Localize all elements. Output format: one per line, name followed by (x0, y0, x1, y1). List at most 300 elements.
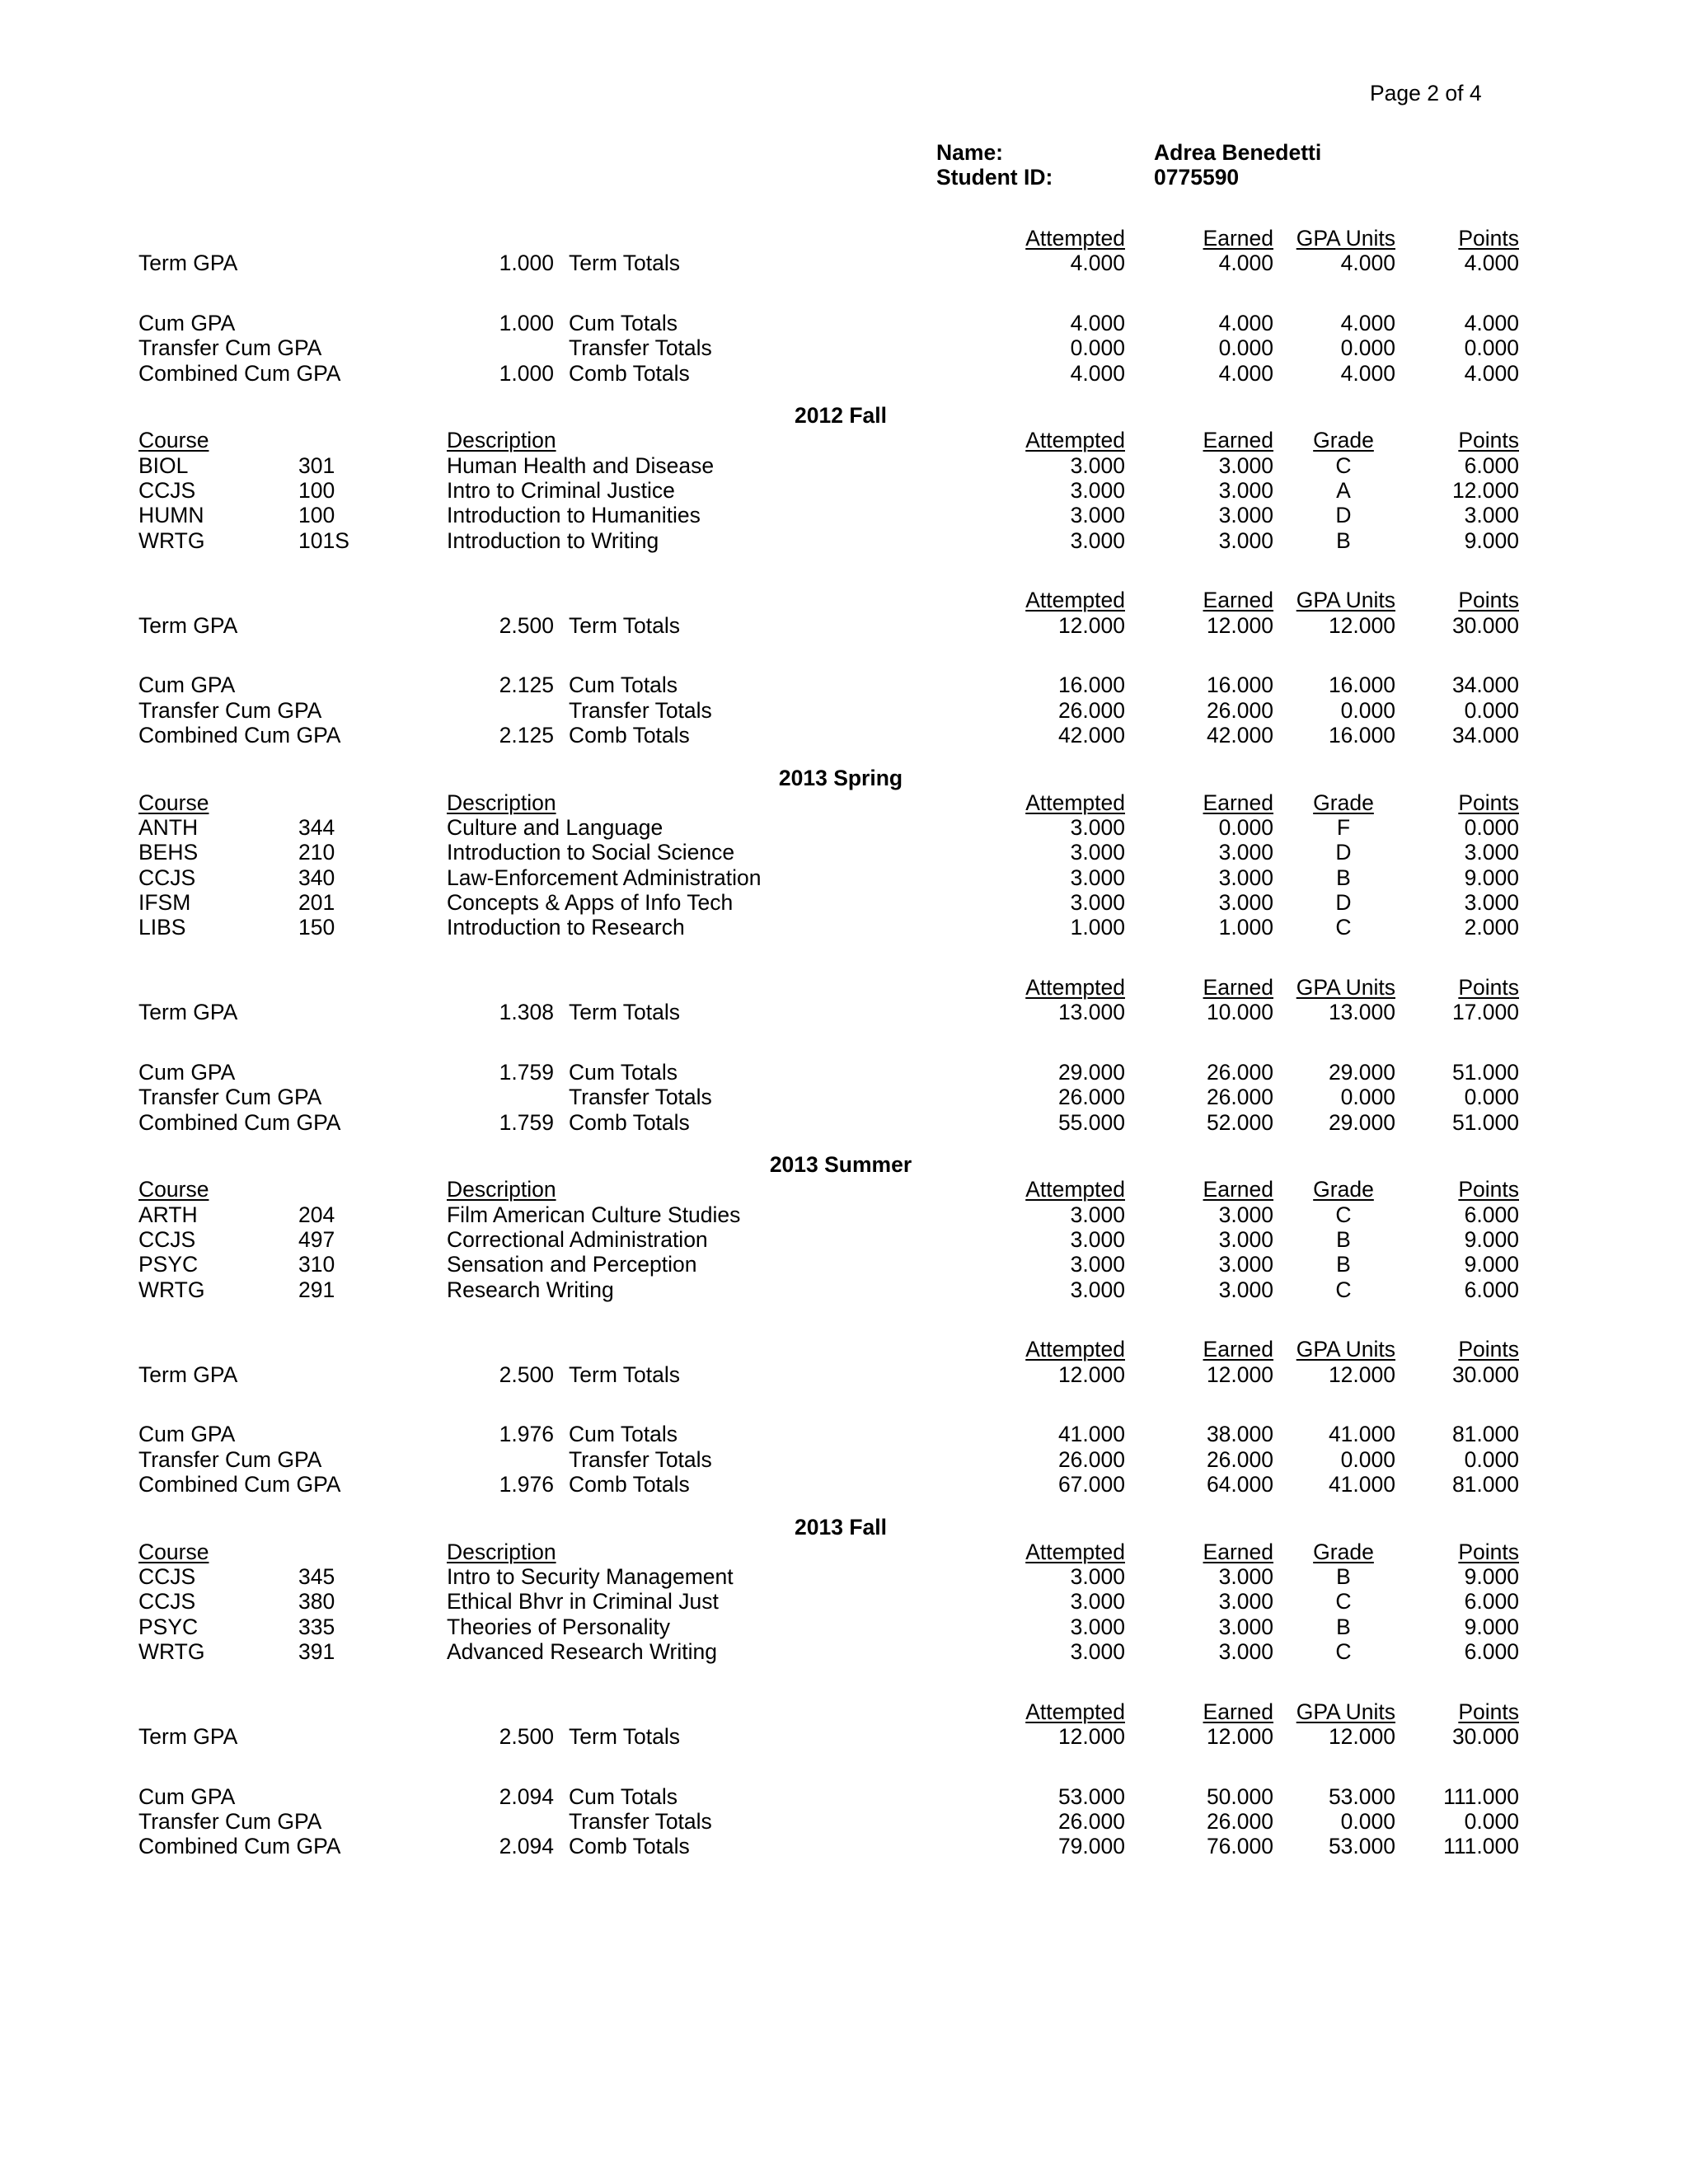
transfer-points: 0.000 (1464, 335, 1519, 361)
gpa-units-header: GPA Units (1296, 588, 1395, 613)
term-label: Term GPA (138, 612, 238, 638)
combined-totals-label: Comb Totals (569, 1109, 690, 1135)
term-label: Term GPA (138, 1361, 238, 1387)
course-number: 335 (298, 1614, 335, 1639)
course-points: 6.000 (1464, 1639, 1519, 1664)
transfer-attempted: 26.000 (1057, 1085, 1125, 1110)
combined-label: Combined Cum GPA (138, 1109, 341, 1135)
combined-gpa-units: 16.000 (1328, 723, 1395, 748)
course-attempted: 3.000 (1070, 1614, 1125, 1639)
grade-header: Grade (1313, 1177, 1374, 1202)
course-grade: F (1336, 815, 1351, 841)
transfer-totals-label: Transfer Totals (569, 1085, 712, 1110)
points-header: Points (1458, 790, 1519, 815)
cum-gpa-units: 53.000 (1328, 1783, 1395, 1809)
course-earned: 3.000 (1218, 452, 1273, 478)
course-number: 101S (298, 527, 349, 553)
term-gpa-units: 12.000 (1328, 1361, 1395, 1387)
course-points: 3.000 (1464, 503, 1519, 528)
cum-earned: 4.000 (1218, 311, 1273, 335)
earned-header: Earned (1203, 790, 1273, 815)
course-description: Advanced Research Writing (447, 1639, 717, 1664)
cum-gpa: 2.125 (499, 673, 554, 698)
points-header: Points (1458, 1177, 1519, 1202)
combined-label: Combined Cum GPA (138, 1834, 341, 1859)
cum-attempted: 53.000 (1057, 1783, 1125, 1809)
cum-attempted: 16.000 (1057, 673, 1125, 698)
term-heading: 2012 Fall (795, 403, 887, 429)
course-subject: CCJS (138, 1227, 196, 1252)
transfer-earned: 26.000 (1206, 1809, 1273, 1834)
course-description: Theories of Personality (447, 1614, 671, 1639)
cum-earned: 38.000 (1206, 1422, 1273, 1447)
term-gpa: 2.500 (499, 1724, 554, 1749)
term-earned: 10.000 (1206, 1000, 1273, 1025)
combined-attempted: 67.000 (1057, 1472, 1125, 1497)
combined-points: 51.000 (1451, 1109, 1519, 1135)
course-earned: 3.000 (1218, 865, 1273, 890)
course-grade: D (1335, 890, 1352, 915)
term-label: Term GPA (138, 1000, 238, 1025)
course-description: Intro to Criminal Justice (447, 478, 675, 503)
cum-gpa-units: 16.000 (1328, 673, 1395, 698)
course-points: 12.000 (1451, 478, 1519, 503)
transfer-label: Transfer Cum GPA (138, 1809, 322, 1834)
grade-header: Grade (1313, 1539, 1374, 1564)
course-attempted: 3.000 (1070, 865, 1125, 890)
student-name: Adrea Benedetti (1154, 140, 1322, 165)
points-header: Points (1458, 588, 1519, 613)
term-attempted: 13.000 (1057, 1000, 1125, 1025)
transfer-points: 0.000 (1464, 1809, 1519, 1834)
course-grade: A (1336, 478, 1351, 503)
course-grade: C (1335, 1202, 1352, 1227)
points-header: Points (1458, 1539, 1519, 1564)
course-points: 9.000 (1464, 865, 1519, 890)
earned-header: Earned (1203, 1177, 1273, 1202)
course-subject: BIOL (138, 452, 189, 478)
description-header: Description (447, 1539, 556, 1564)
course-description: Ethical Bhvr in Criminal Just (447, 1589, 719, 1615)
term-totals-label: Term Totals (569, 1724, 680, 1749)
course-points: 6.000 (1464, 1589, 1519, 1615)
cum-points: 51.000 (1451, 1060, 1519, 1085)
grade-header: Grade (1313, 428, 1374, 453)
course-description: Culture and Language (447, 815, 663, 841)
cum-gpa: 1.759 (499, 1060, 554, 1085)
gpa-units-header: GPA Units (1296, 1337, 1395, 1362)
transfer-gpa-units: 0.000 (1340, 1085, 1395, 1110)
course-subject: CCJS (138, 865, 196, 890)
course-points: 9.000 (1464, 1227, 1519, 1252)
combined-points: 4.000 (1464, 360, 1519, 386)
course-points: 9.000 (1464, 1614, 1519, 1639)
term-heading: 2013 Summer (769, 1152, 912, 1178)
cum-gpa: 1.976 (499, 1422, 554, 1447)
course-attempted: 3.000 (1070, 1202, 1125, 1227)
grade-header: Grade (1313, 790, 1374, 815)
course-subject: PSYC (138, 1252, 199, 1277)
course-subject: WRTG (138, 1639, 205, 1664)
combined-earned: 42.000 (1206, 723, 1273, 748)
combined-gpa: 2.125 (499, 723, 554, 748)
cum-totals-label: Cum Totals (569, 1783, 678, 1809)
combined-points: 81.000 (1451, 1472, 1519, 1497)
combined-totals-label: Comb Totals (569, 360, 690, 386)
course-earned: 3.000 (1218, 1589, 1273, 1615)
course-earned: 3.000 (1218, 1614, 1273, 1639)
term-label: Term GPA (138, 251, 238, 276)
course-grade: D (1335, 503, 1352, 528)
term-attempted: 12.000 (1057, 1361, 1125, 1387)
course-earned: 3.000 (1218, 527, 1273, 553)
course-points: 6.000 (1464, 1202, 1519, 1227)
cum-label: Cum GPA (138, 1060, 236, 1085)
course-number: 291 (298, 1277, 335, 1302)
course-attempted: 3.000 (1070, 527, 1125, 553)
course-grade: C (1335, 915, 1352, 940)
course-points: 6.000 (1464, 452, 1519, 478)
term-totals-label: Term Totals (569, 612, 680, 638)
course-earned: 3.000 (1218, 478, 1273, 503)
transfer-attempted: 26.000 (1057, 697, 1125, 723)
course-number: 345 (298, 1564, 335, 1590)
course-grade: B (1336, 527, 1351, 553)
combined-label: Combined Cum GPA (138, 723, 341, 748)
description-header: Description (447, 428, 556, 453)
transfer-gpa-units: 0.000 (1340, 1446, 1395, 1472)
earned-header: Earned (1203, 1699, 1273, 1724)
course-grade: C (1335, 1639, 1352, 1664)
course-attempted: 3.000 (1070, 1639, 1125, 1664)
transfer-totals-label: Transfer Totals (569, 697, 712, 723)
description-header: Description (447, 790, 556, 815)
cum-totals-label: Cum Totals (569, 1422, 678, 1447)
combined-label: Combined Cum GPA (138, 1472, 341, 1497)
term-attempted: 4.000 (1070, 251, 1125, 276)
course-grade: B (1336, 1614, 1351, 1639)
term-gpa-units: 4.000 (1340, 251, 1395, 276)
cum-totals-label: Cum Totals (569, 311, 678, 335)
course-earned: 0.000 (1218, 815, 1273, 841)
course-attempted: 3.000 (1070, 1252, 1125, 1277)
transfer-attempted: 0.000 (1070, 335, 1125, 361)
course-attempted: 3.000 (1070, 452, 1125, 478)
term-heading: 2013 Fall (795, 1514, 887, 1540)
term-earned: 4.000 (1218, 251, 1273, 276)
term-totals-label: Term Totals (569, 251, 680, 276)
cum-attempted: 4.000 (1070, 311, 1125, 335)
transfer-totals-label: Transfer Totals (569, 335, 712, 361)
term-points: 30.000 (1451, 1361, 1519, 1387)
attempted-header: Attempted (1025, 790, 1125, 815)
term-attempted: 12.000 (1057, 1724, 1125, 1749)
course-grade: B (1336, 1564, 1351, 1590)
points-header: Points (1458, 1337, 1519, 1362)
combined-gpa: 2.094 (499, 1834, 554, 1859)
course-points: 9.000 (1464, 1252, 1519, 1277)
combined-attempted: 55.000 (1057, 1109, 1125, 1135)
transfer-gpa-units: 0.000 (1340, 335, 1395, 361)
cum-earned: 50.000 (1206, 1783, 1273, 1809)
course-number: 150 (298, 915, 335, 940)
course-grade: C (1335, 452, 1352, 478)
points-header: Points (1458, 428, 1519, 453)
attempted-header: Attempted (1025, 1539, 1125, 1564)
course-subject: CCJS (138, 1589, 196, 1615)
combined-gpa-units: 53.000 (1328, 1834, 1395, 1859)
cum-label: Cum GPA (138, 311, 236, 335)
transfer-earned: 0.000 (1218, 335, 1273, 361)
cum-gpa-units: 4.000 (1340, 311, 1395, 335)
transfer-label: Transfer Cum GPA (138, 1085, 322, 1110)
student-id-label: Student ID: (936, 165, 1053, 190)
term-earned: 12.000 (1206, 612, 1273, 638)
combined-label: Combined Cum GPA (138, 360, 341, 386)
earned-header: Earned (1203, 226, 1273, 251)
attempted-header: Attempted (1025, 588, 1125, 613)
combined-attempted: 42.000 (1057, 723, 1125, 748)
term-attempted: 12.000 (1057, 612, 1125, 638)
course-grade: D (1335, 840, 1352, 865)
term-gpa: 1.308 (499, 1000, 554, 1025)
combined-gpa: 1.976 (499, 1472, 554, 1497)
course-header: Course (138, 1539, 209, 1564)
course-number: 380 (298, 1589, 335, 1615)
course-description: Human Health and Disease (447, 452, 715, 478)
course-grade: C (1335, 1589, 1352, 1615)
course-earned: 3.000 (1218, 503, 1273, 528)
cum-label: Cum GPA (138, 673, 236, 698)
cum-gpa-units: 29.000 (1328, 1060, 1395, 1085)
course-header: Course (138, 428, 209, 453)
course-points: 3.000 (1464, 890, 1519, 915)
combined-gpa: 1.759 (499, 1109, 554, 1135)
term-totals-label: Term Totals (569, 1000, 680, 1025)
course-subject: ARTH (138, 1202, 198, 1227)
combined-earned: 4.000 (1218, 360, 1273, 386)
course-subject: BEHS (138, 840, 199, 865)
course-header: Course (138, 1177, 209, 1202)
cum-gpa: 1.000 (499, 311, 554, 335)
transfer-totals-label: Transfer Totals (569, 1809, 712, 1834)
combined-earned: 76.000 (1206, 1834, 1273, 1859)
combined-earned: 64.000 (1206, 1472, 1273, 1497)
course-number: 391 (298, 1639, 335, 1664)
term-gpa: 1.000 (499, 251, 554, 276)
course-points: 2.000 (1464, 915, 1519, 940)
course-attempted: 3.000 (1070, 1589, 1125, 1615)
cum-totals-label: Cum Totals (569, 1060, 678, 1085)
term-points: 4.000 (1464, 251, 1519, 276)
combined-gpa-units: 4.000 (1340, 360, 1395, 386)
course-subject: PSYC (138, 1614, 199, 1639)
term-gpa-units: 13.000 (1328, 1000, 1395, 1025)
cum-gpa: 2.094 (499, 1783, 554, 1809)
course-description: Introduction to Humanities (447, 503, 701, 528)
course-earned: 3.000 (1218, 1277, 1273, 1302)
term-totals-label: Term Totals (569, 1361, 680, 1387)
gpa-units-header: GPA Units (1296, 975, 1395, 1000)
course-points: 9.000 (1464, 1564, 1519, 1590)
gpa-units-header: GPA Units (1296, 226, 1395, 251)
course-number: 497 (298, 1227, 335, 1252)
course-description: Sensation and Perception (447, 1252, 697, 1277)
course-description: Correctional Administration (447, 1227, 708, 1252)
course-number: 344 (298, 815, 335, 841)
cum-attempted: 41.000 (1057, 1422, 1125, 1447)
combined-gpa-units: 41.000 (1328, 1472, 1395, 1497)
course-attempted: 3.000 (1070, 890, 1125, 915)
course-points: 0.000 (1464, 815, 1519, 841)
combined-earned: 52.000 (1206, 1109, 1273, 1135)
transfer-gpa-units: 0.000 (1340, 697, 1395, 723)
term-gpa-units: 12.000 (1328, 1724, 1395, 1749)
transfer-totals-label: Transfer Totals (569, 1446, 712, 1472)
course-number: 100 (298, 478, 335, 503)
course-attempted: 3.000 (1070, 1227, 1125, 1252)
cum-points: 4.000 (1464, 311, 1519, 335)
term-gpa-units: 12.000 (1328, 612, 1395, 638)
cum-label: Cum GPA (138, 1422, 236, 1447)
course-subject: IFSM (138, 890, 191, 915)
combined-gpa-units: 29.000 (1328, 1109, 1395, 1135)
course-grade: B (1336, 1252, 1351, 1277)
course-header: Course (138, 790, 209, 815)
course-description: Introduction to Writing (447, 527, 659, 553)
course-earned: 1.000 (1218, 915, 1273, 940)
transfer-attempted: 26.000 (1057, 1809, 1125, 1834)
course-number: 340 (298, 865, 335, 890)
attempted-header: Attempted (1025, 1337, 1125, 1362)
attempted-header: Attempted (1025, 1699, 1125, 1724)
student-id: 0775590 (1154, 165, 1240, 190)
term-earned: 12.000 (1206, 1361, 1273, 1387)
transfer-gpa-units: 0.000 (1340, 1809, 1395, 1834)
course-description: Intro to Security Management (447, 1564, 734, 1590)
points-header: Points (1458, 226, 1519, 251)
course-attempted: 3.000 (1070, 1277, 1125, 1302)
course-description: Law-Enforcement Administration (447, 865, 762, 890)
course-description: Concepts & Apps of Info Tech (447, 890, 734, 915)
combined-totals-label: Comb Totals (569, 1472, 690, 1497)
cum-earned: 26.000 (1206, 1060, 1273, 1085)
course-points: 9.000 (1464, 527, 1519, 553)
transfer-earned: 26.000 (1206, 1446, 1273, 1472)
course-number: 100 (298, 503, 335, 528)
cum-totals-label: Cum Totals (569, 673, 678, 698)
transfer-points: 0.000 (1464, 1446, 1519, 1472)
points-header: Points (1458, 1699, 1519, 1724)
transfer-label: Transfer Cum GPA (138, 1446, 322, 1472)
course-description: Introduction to Research (447, 915, 685, 940)
combined-attempted: 79.000 (1057, 1834, 1125, 1859)
earned-header: Earned (1203, 1337, 1273, 1362)
term-points: 17.000 (1451, 1000, 1519, 1025)
term-gpa: 2.500 (499, 1361, 554, 1387)
course-earned: 3.000 (1218, 840, 1273, 865)
course-subject: CCJS (138, 1564, 196, 1590)
transfer-points: 0.000 (1464, 1085, 1519, 1110)
course-number: 201 (298, 890, 335, 915)
course-subject: WRTG (138, 527, 205, 553)
course-description: Research Writing (447, 1277, 614, 1302)
course-subject: CCJS (138, 478, 196, 503)
course-earned: 3.000 (1218, 1564, 1273, 1590)
term-heading: 2013 Spring (778, 765, 903, 790)
cum-attempted: 29.000 (1057, 1060, 1125, 1085)
cum-points: 111.000 (1443, 1783, 1519, 1809)
combined-totals-label: Comb Totals (569, 723, 690, 748)
term-points: 30.000 (1451, 612, 1519, 638)
course-attempted: 3.000 (1070, 478, 1125, 503)
course-earned: 3.000 (1218, 1202, 1273, 1227)
course-description: Introduction to Social Science (447, 840, 735, 865)
course-earned: 3.000 (1218, 1639, 1273, 1664)
attempted-header: Attempted (1025, 428, 1125, 453)
combined-points: 34.000 (1451, 723, 1519, 748)
description-header: Description (447, 1177, 556, 1202)
course-description: Film American Culture Studies (447, 1202, 741, 1227)
course-subject: WRTG (138, 1277, 205, 1302)
course-attempted: 1.000 (1070, 915, 1125, 940)
earned-header: Earned (1203, 588, 1273, 613)
cum-earned: 16.000 (1206, 673, 1273, 698)
page-number: Page 2 of 4 (1370, 81, 1482, 105)
transfer-label: Transfer Cum GPA (138, 697, 322, 723)
course-earned: 3.000 (1218, 1227, 1273, 1252)
transfer-earned: 26.000 (1206, 697, 1273, 723)
cum-gpa-units: 41.000 (1328, 1422, 1395, 1447)
cum-points: 81.000 (1451, 1422, 1519, 1447)
attempted-header: Attempted (1025, 1177, 1125, 1202)
course-subject: LIBS (138, 915, 186, 940)
course-grade: B (1336, 865, 1351, 890)
course-number: 301 (298, 452, 335, 478)
course-attempted: 3.000 (1070, 815, 1125, 841)
points-header: Points (1458, 975, 1519, 1000)
course-grade: C (1335, 1277, 1352, 1302)
transfer-attempted: 26.000 (1057, 1446, 1125, 1472)
term-points: 30.000 (1451, 1724, 1519, 1749)
course-attempted: 3.000 (1070, 840, 1125, 865)
course-subject: HUMN (138, 503, 204, 528)
course-points: 6.000 (1464, 1277, 1519, 1302)
name-label: Name: (936, 140, 1004, 165)
course-points: 3.000 (1464, 840, 1519, 865)
course-subject: ANTH (138, 815, 199, 841)
term-earned: 12.000 (1206, 1724, 1273, 1749)
earned-header: Earned (1203, 1539, 1273, 1564)
transfer-label: Transfer Cum GPA (138, 335, 322, 361)
course-earned: 3.000 (1218, 1252, 1273, 1277)
earned-header: Earned (1203, 428, 1273, 453)
earned-header: Earned (1203, 975, 1273, 1000)
term-label: Term GPA (138, 1724, 238, 1749)
transfer-points: 0.000 (1464, 697, 1519, 723)
course-attempted: 3.000 (1070, 503, 1125, 528)
cum-points: 34.000 (1451, 673, 1519, 698)
course-number: 210 (298, 840, 335, 865)
course-number: 204 (298, 1202, 335, 1227)
combined-points: 111.000 (1443, 1834, 1519, 1859)
course-number: 310 (298, 1252, 335, 1277)
combined-attempted: 4.000 (1070, 360, 1125, 386)
cum-label: Cum GPA (138, 1783, 236, 1809)
combined-gpa: 1.000 (499, 360, 554, 386)
combined-totals-label: Comb Totals (569, 1834, 690, 1859)
course-grade: B (1336, 1227, 1351, 1252)
